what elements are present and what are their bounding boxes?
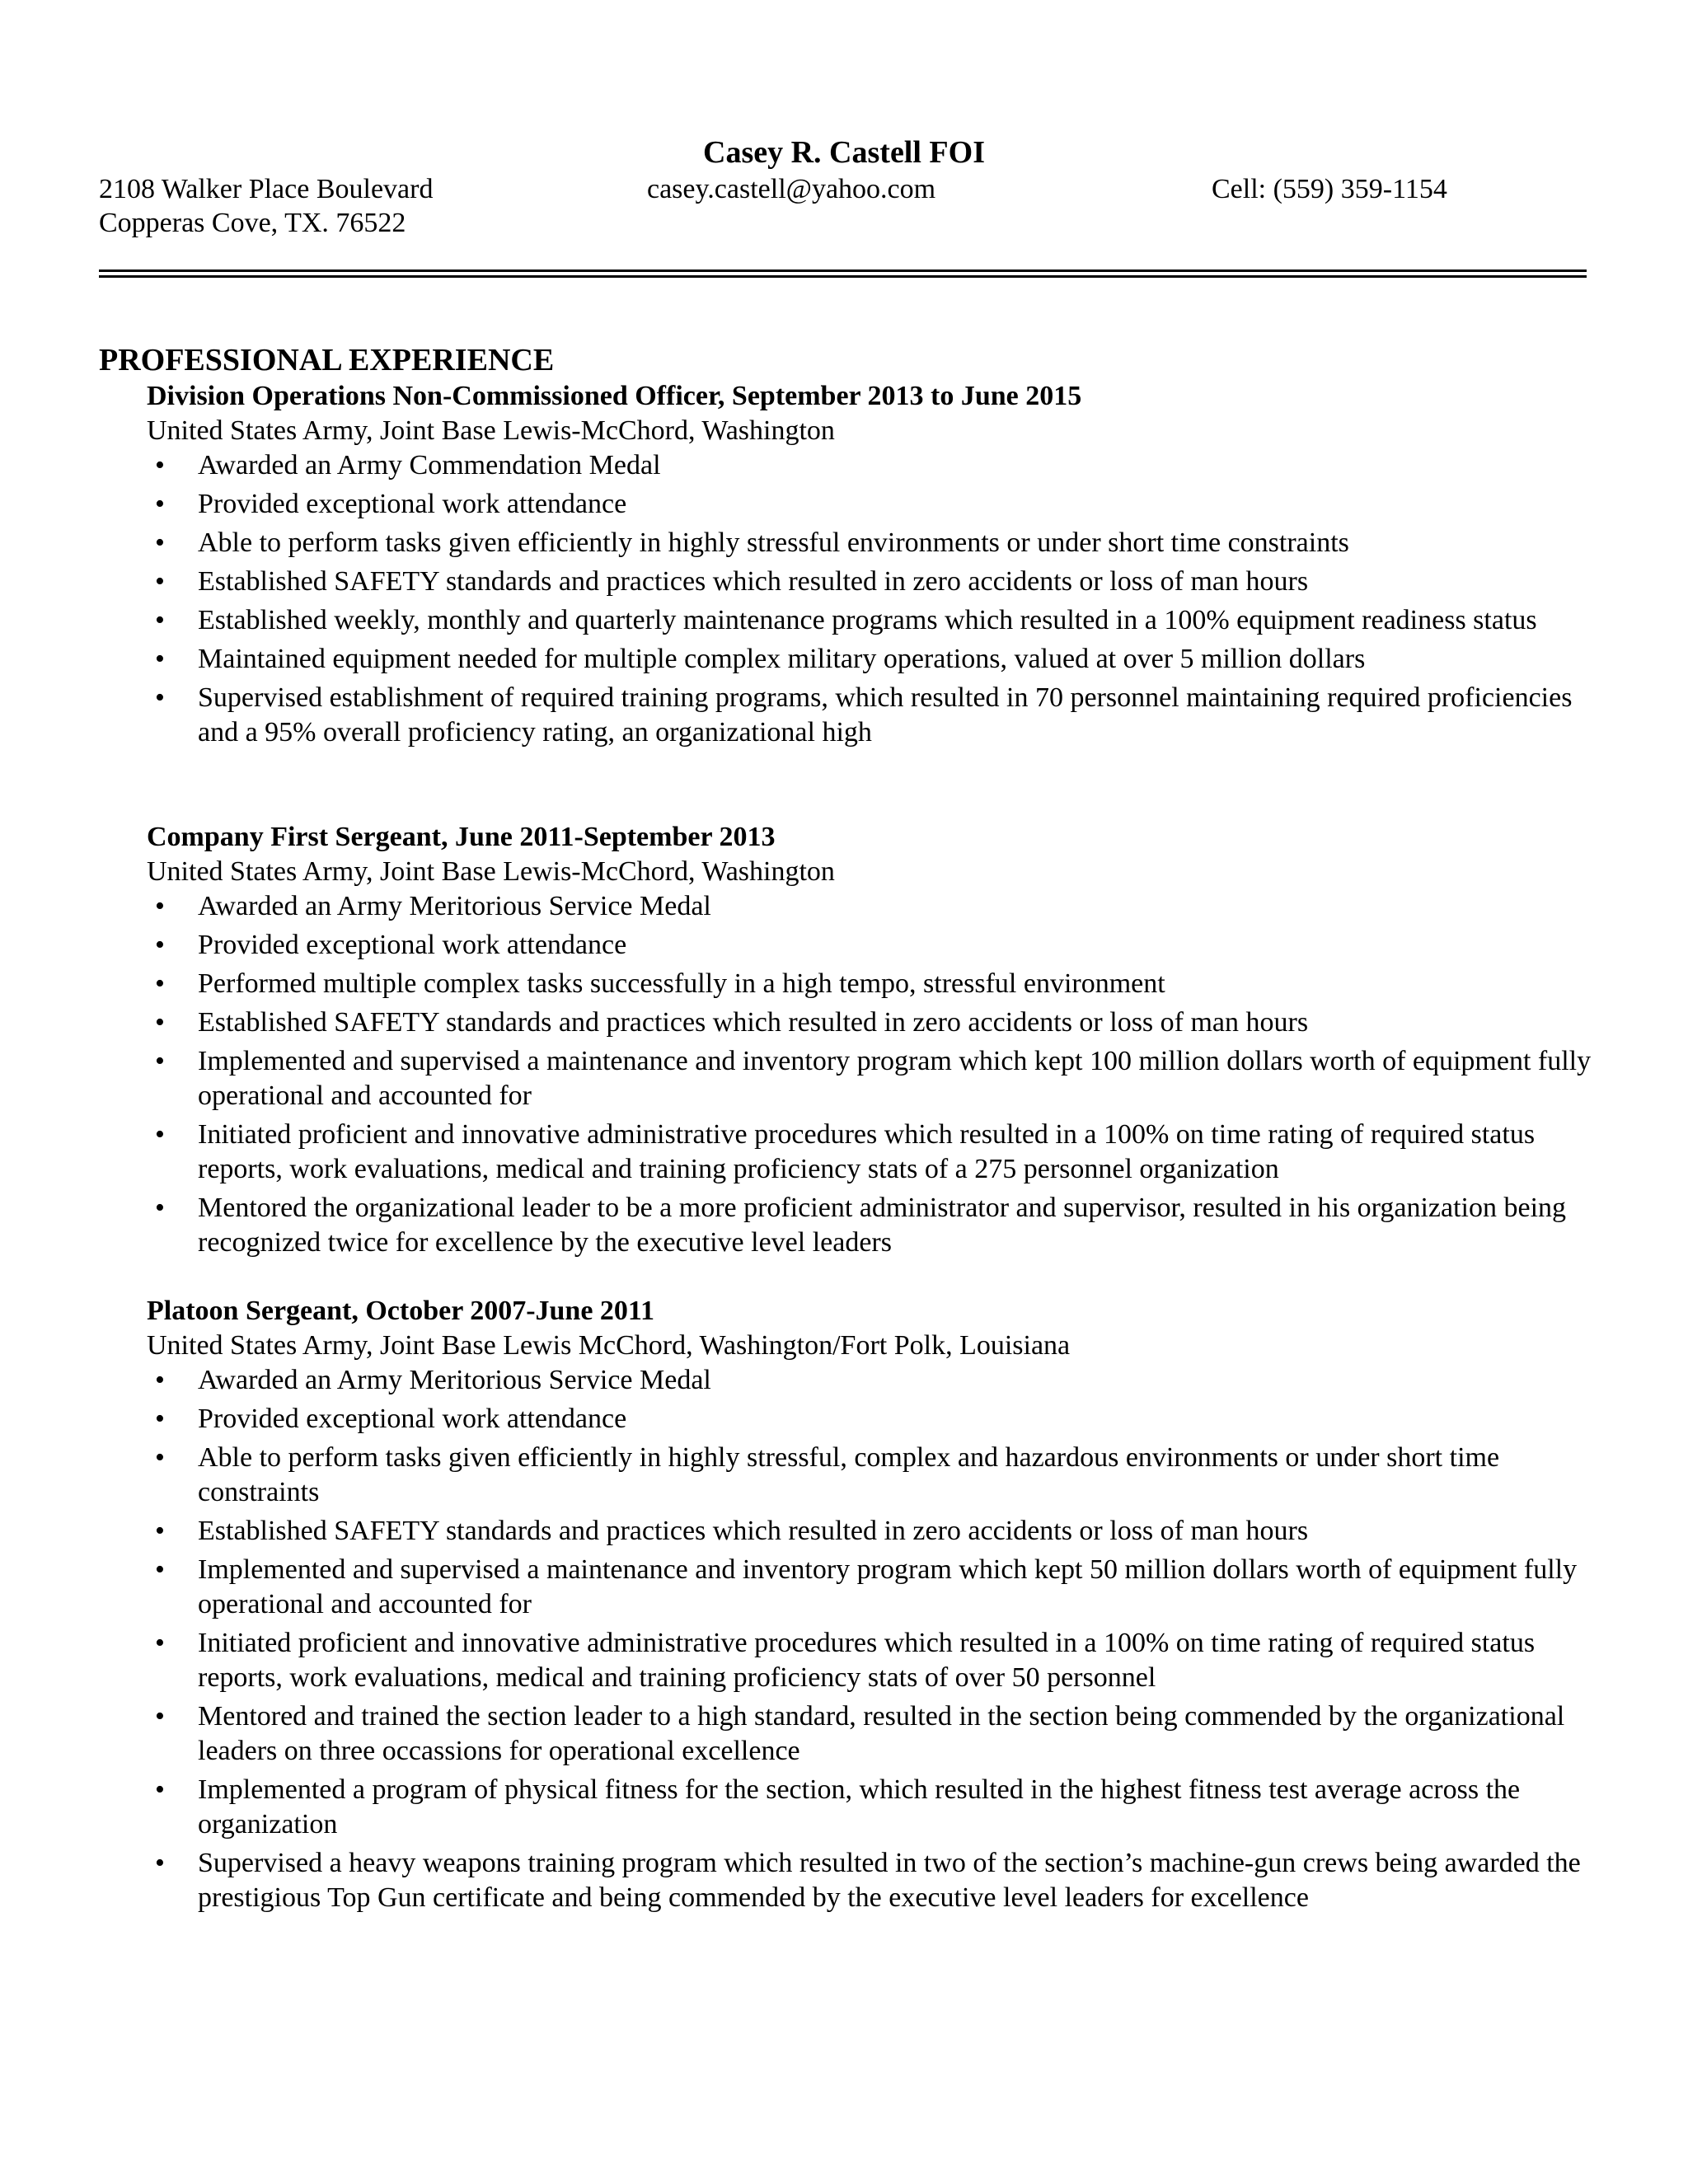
header-divider-bottom xyxy=(99,275,1587,278)
bullet-item xyxy=(147,448,1597,483)
job-entry-division-operations xyxy=(147,379,1597,754)
address-line-1: 2108 Walker Place Boulevard xyxy=(99,174,434,204)
bullet-item xyxy=(147,928,1597,963)
bullet-item xyxy=(147,1626,1597,1695)
bullet-text: Supervised establishment of required training programs, which resulted in 70 personnel maintaining required proficiencies and a 95% overall proficiency rating, an organizational high xyxy=(198,682,1573,748)
bullet-item xyxy=(147,1044,1597,1113)
bullet-item xyxy=(147,603,1597,638)
job-organization: United States Army, Joint Base Lewis-McChord, Washington xyxy=(147,415,835,446)
job-entry-platoon-sergeant xyxy=(147,1294,1597,1919)
bullet-item xyxy=(147,1118,1597,1187)
bullet-icon: • xyxy=(155,1628,165,1658)
bullet-icon: • xyxy=(155,1516,165,1546)
bullet-icon: • xyxy=(155,891,165,921)
bullet-item xyxy=(147,1773,1597,1842)
bullet-icon: • xyxy=(155,527,165,558)
address-line-2: Copperas Cove, TX. 76522 xyxy=(99,208,406,238)
bullet-text: Awarded an Army Meritorious Service Medal xyxy=(198,891,711,921)
bullet-icon: • xyxy=(155,489,165,519)
bullet-item xyxy=(147,1191,1597,1260)
bullet-item xyxy=(147,681,1597,750)
job-title: Platoon Sergeant, October 2007-June 2011 xyxy=(147,1296,655,1326)
bullet-text: Initiated proficient and innovative administrative procedures which resulted in a 100% on time rating of required status reports, work evaluations, medical and training proficiency stats of over 50 personnel xyxy=(198,1628,1536,1693)
bullet-icon: • xyxy=(155,968,165,999)
bullet-item xyxy=(147,487,1597,522)
bullet-icon: • xyxy=(155,1007,165,1038)
bullet-text: Implemented and supervised a maintenance and inventory program which kept 100 million dollars worth of equipment fully operational and accounted for xyxy=(198,1046,1592,1111)
bullet-text: Established weekly, monthly and quarterly maintenance programs which resulted in a 100% equipment readiness status xyxy=(198,605,1537,635)
bullet-item xyxy=(147,1553,1597,1622)
bullet-item xyxy=(147,1363,1597,1398)
job-title: Company First Sergeant, June 2011-September 2013 xyxy=(147,822,776,852)
bullet-icon: • xyxy=(155,566,165,597)
bullet-icon: • xyxy=(155,1365,165,1395)
bullet-text: Established SAFETY standards and practices which resulted in zero accidents or loss of man hours xyxy=(198,1516,1309,1546)
bullet-item xyxy=(147,1699,1597,1769)
bullet-item xyxy=(147,1402,1597,1436)
bullet-icon: • xyxy=(155,1046,165,1076)
bullet-text: Established SAFETY standards and practices which resulted in zero accidents or loss of man hours xyxy=(198,1007,1309,1038)
bullet-icon: • xyxy=(155,450,165,480)
bullet-text: Awarded an Army Meritorious Service Medal xyxy=(198,1365,711,1395)
bullet-icon: • xyxy=(155,1119,165,1150)
bullet-icon: • xyxy=(155,1701,165,1732)
bullet-icon: • xyxy=(155,930,165,960)
phone-number: Cell: (559) 359-1154 xyxy=(1212,174,1447,204)
candidate-name: Casey R. Castell FOI xyxy=(703,135,985,170)
bullet-text: Provided exceptional work attendance xyxy=(198,1404,627,1434)
email-address: casey.castell@yahoo.com xyxy=(647,174,936,204)
bullet-icon: • xyxy=(155,1442,165,1473)
job-bullet-list xyxy=(147,448,1597,750)
bullet-icon: • xyxy=(155,1404,165,1434)
bullet-item xyxy=(147,1441,1597,1510)
bullet-text: Maintained equipment needed for multiple complex military operations, valued at over 5 million dollars xyxy=(198,644,1366,674)
bullet-icon: • xyxy=(155,1554,165,1585)
bullet-text: Provided exceptional work attendance xyxy=(198,489,627,519)
bullet-icon: • xyxy=(155,682,165,713)
bullet-text: Supervised a heavy weapons training program which resulted in two of the section’s machine-gun crews being awarded the prestigious Top Gun certificate and being commended by the executive level leaders for excellence xyxy=(198,1848,1581,1913)
bullet-item xyxy=(147,565,1597,599)
job-organization: United States Army, Joint Base Lewis McChord, Washington/Fort Polk, Louisiana xyxy=(147,1330,1071,1361)
bullet-item xyxy=(147,1846,1597,1915)
bullet-text: Performed multiple complex tasks successfully in a high tempo, stressful environment xyxy=(198,968,1165,999)
bullet-item xyxy=(147,1005,1597,1040)
bullet-item xyxy=(147,1514,1597,1549)
bullet-item xyxy=(147,889,1597,924)
bullet-text: Mentored and trained the section leader to a high standard, resulted in the section being commended by the organizational leaders on three occassions for operational excellence xyxy=(198,1701,1565,1766)
bullet-text: Implemented and supervised a maintenance and inventory program which kept 50 million dollars worth of equipment fully operational and accounted for xyxy=(198,1554,1578,1619)
bullet-item xyxy=(147,642,1597,677)
bullet-text: Able to perform tasks given efficiently in highly stressful, complex and hazardous environments or under short time constraints xyxy=(198,1442,1500,1507)
bullet-text: Mentored the organizational leader to be a more proficient administrator and supervisor, resulted in his organization being recognized twice for excellence by the executive level leaders xyxy=(198,1193,1567,1258)
bullet-text: Initiated proficient and innovative administrative procedures which resulted in a 100% on time rating of required status reports, work evaluations, medical and training proficiency stats of a 275 personnel organization xyxy=(198,1119,1536,1184)
bullet-text: Awarded an Army Commendation Medal xyxy=(198,450,661,480)
bullet-text: Established SAFETY standards and practices which resulted in zero accidents or loss of man hours xyxy=(198,566,1309,597)
bullet-item xyxy=(147,526,1597,560)
bullet-text: Able to perform tasks given efficiently in highly stressful environments or under short time constraints xyxy=(198,527,1349,558)
job-organization: United States Army, Joint Base Lewis-McChord, Washington xyxy=(147,856,835,887)
bullet-icon: • xyxy=(155,644,165,674)
bullet-text: Implemented a program of physical fitness for the section, which resulted in the highest fitness test average across the organization xyxy=(198,1774,1521,1840)
bullet-icon: • xyxy=(155,1848,165,1878)
bullet-icon: • xyxy=(155,1774,165,1805)
bullet-icon: • xyxy=(155,1193,165,1223)
bullet-item xyxy=(147,967,1597,1001)
job-bullet-list xyxy=(147,1363,1597,1915)
bullet-text: Provided exceptional work attendance xyxy=(198,930,627,960)
job-bullet-list xyxy=(147,889,1597,1260)
header-divider-top xyxy=(99,269,1587,272)
bullet-icon: • xyxy=(155,605,165,635)
job-title: Division Operations Non-Commissioned Officer, September 2013 to June 2015 xyxy=(147,381,1082,411)
section-heading-professional-experience: PROFESSIONAL EXPERIENCE xyxy=(99,343,555,377)
job-entry-company-first-sergeant xyxy=(147,820,1597,1264)
